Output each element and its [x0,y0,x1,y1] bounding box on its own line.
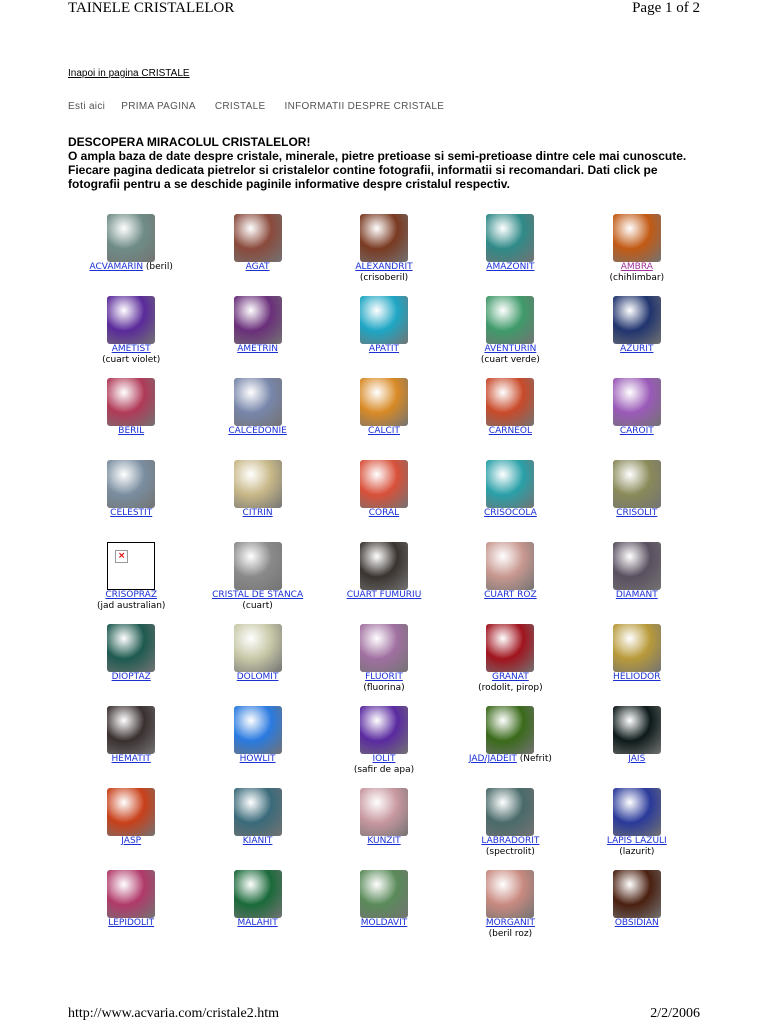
crystal-item [194,214,320,296]
crystal-link[interactable]: ALEXANDRIT [355,262,413,272]
crystal-item [194,296,320,378]
crystal-link[interactable]: GRANAT [492,672,529,682]
crystal-caption [237,918,277,929]
crystal-link[interactable]: DIOPTAZ [111,672,151,682]
crystal-caption [484,590,537,601]
crystal-caption [212,590,303,601]
crystal-item [321,870,447,952]
crystal-item [574,788,700,870]
crystal-caption [108,918,154,929]
crystal-link[interactable]: AVENTURIN [484,344,537,354]
crystal-photo[interactable] [234,460,282,508]
crystal-item [447,296,573,378]
crystal-item [321,624,447,706]
crystal-photo[interactable] [613,296,661,344]
back-link[interactable]: Inapoi in pagina CRISTALE [68,68,190,79]
crystal-caption [489,426,532,437]
crystal-link[interactable]: KIANIT [242,836,273,846]
crystal-caption [121,836,141,847]
crystal-grid [68,214,700,952]
crystal-item [321,460,447,542]
crystal-caption [237,344,278,355]
crystal-photo[interactable] [486,296,534,344]
crystal-caption [243,836,273,847]
crystal-item [68,542,194,624]
crystal-link[interactable]: MALAHIT [237,918,278,928]
crystal-caption [607,836,667,847]
crystal-photo[interactable] [486,460,534,508]
crystal-item [574,296,700,378]
crystal-item [194,870,320,952]
crystal-note: (fluorina) [363,683,405,693]
breadcrumb [68,101,460,112]
crystal-photo[interactable] [107,870,155,918]
crystal-caption [361,918,408,929]
crystal-photo[interactable] [360,870,408,918]
crystal-link[interactable]: KUNZIT [367,836,401,846]
crystal-item [321,214,447,296]
crystal-photo[interactable] [234,788,282,836]
crystal-link[interactable]: CAROIT [619,426,654,436]
crystal-caption [616,590,658,601]
crystal-caption [365,672,403,683]
crystal-caption [486,918,535,929]
crystal-link[interactable]: CRISOLIT [616,508,658,518]
crystal-link[interactable]: CALCEDONIE [228,426,287,436]
crystal-photo[interactable] [486,542,534,590]
crystal-note: (cuart) [242,601,273,611]
crystal-caption [240,754,276,765]
document-title: TAINELE CRISTALELOR [68,0,235,16]
crystal-photo[interactable] [234,624,282,672]
crystal-item [321,542,447,624]
crystal-caption [615,918,659,929]
crystal-item [447,542,573,624]
crystal-link[interactable]: AZURIT [620,344,654,354]
crystal-item [447,870,573,952]
crystal-note: (jad australian) [96,601,166,611]
crystal-link[interactable]: AGAT [245,262,270,272]
crystal-caption [492,672,529,683]
crystal-item [194,624,320,706]
crystal-photo[interactable] [234,706,282,754]
crystal-link[interactable]: JAIS [628,754,646,764]
crystal-photo[interactable] [613,214,661,262]
crystal-caption [228,426,287,437]
crystal-caption [368,426,400,437]
crystal-photo[interactable] [613,788,661,836]
crystal-photo[interactable] [613,378,661,426]
crystal-photo[interactable] [107,460,155,508]
crystal-item [321,296,447,378]
crystal-caption [373,754,396,765]
broken-image-x-icon: × [115,550,128,563]
crystal-link[interactable]: JASP [121,836,142,846]
crystal-item [194,460,320,542]
crystal-link[interactable]: BERIL [118,426,145,436]
crystal-photo[interactable] [486,624,534,672]
crystal-item [447,214,573,296]
crystal-link[interactable]: CITRIN [242,508,273,518]
crystal-photo[interactable] [360,542,408,590]
crystal-item [68,460,194,542]
crystal-photo[interactable] [107,378,155,426]
crystal-item [574,542,700,624]
crystal-photo[interactable] [234,870,282,918]
crystal-photo[interactable] [613,870,661,918]
crystal-note: (cuart verde) [480,355,540,365]
crystal-photo[interactable] [107,624,155,672]
crystal-link[interactable]: CELESTIT [110,508,153,518]
crystal-caption [621,262,653,273]
crystal-photo[interactable] [107,296,155,344]
crystal-link[interactable]: OBSIDIAN [614,918,659,928]
crystal-inline-note: (beril) [143,262,173,272]
crystal-photo[interactable] [360,378,408,426]
crystal-caption [369,508,399,519]
crystal-link[interactable]: CALCIT [368,426,400,436]
crystal-item [447,624,573,706]
crystal-item [194,378,320,460]
crystal-link[interactable]: LABRADORIT [481,836,540,846]
crystal-link[interactable]: HELIODOR [613,672,661,682]
crystal-caption [118,426,144,437]
crystal-photo[interactable] [613,542,661,590]
crystal-link[interactable]: MORGANIT [485,918,535,928]
crystal-link[interactable]: CARNEOL [488,426,532,436]
crystal-item [68,788,194,870]
crystal-caption [355,262,412,273]
crystal-photo[interactable] [234,214,282,262]
intro-body: O ampla baza de date despre cristale, minerale, pietre pretioase si semi-pretioase dintre cele mai cunoscute. Fiecare pagina dedicata pietrelor si cristalelor contine fotografii, informatii si recomandari. Dati click pe fotografii pentru a se deschide paginile informative despre cristalul respectiv. [68,149,687,191]
crystal-caption [110,508,152,519]
crystal-note: (rodolit, pirop) [478,683,543,693]
crystal-item [321,378,447,460]
crystal-item [447,460,573,542]
crystal-photo[interactable] [486,788,534,836]
crystal-caption [620,426,654,437]
crystal-caption [481,836,539,847]
crystal-photo[interactable] [486,214,534,262]
crystal-note: (crisoberil) [359,273,409,283]
crystal-item [321,706,447,788]
crystal-caption [469,754,552,765]
crystal-link[interactable]: AMAZONIT [486,262,535,272]
breadcrumb-home[interactable]: PRIMA PAGINA [121,101,196,112]
crystal-caption [89,262,172,273]
crystal-item [574,706,700,788]
crystal-caption [112,672,151,683]
crystal-caption [484,344,536,355]
crystal-caption [243,508,273,519]
crystal-photo[interactable] [486,378,534,426]
crystal-caption [237,672,279,683]
crystal-link[interactable]: LEPIDOLIT [108,918,155,928]
intro-text [68,135,708,191]
crystal-photo[interactable] [360,214,408,262]
crystal-caption [486,262,534,273]
crystal-link[interactable]: DIAMANT [615,590,658,600]
crystal-item [447,788,573,870]
crystal-photo[interactable] [613,624,661,672]
crystal-photo[interactable] [107,214,155,262]
crystal-caption [112,344,151,355]
crystal-photo[interactable] [107,788,155,836]
crystal-note: (spectrolit) [485,847,535,857]
crystal-photo[interactable] [486,706,534,754]
crystal-item [68,706,194,788]
crystal-item [68,378,194,460]
crystal-link[interactable]: AMETRIN [237,344,278,354]
breadcrumb-label: Esti aici [68,101,106,112]
crystal-item [574,378,700,460]
crystal-photo[interactable] [486,870,534,918]
crystal-note: (lazurit) [619,847,655,857]
crystal-link[interactable]: CRISTAL DE STANCA [212,590,304,600]
crystal-caption [628,754,645,765]
crystal-photo[interactable] [360,706,408,754]
crystal-caption [620,344,653,355]
crystal-photo[interactable] [234,296,282,344]
crystal-item [321,788,447,870]
crystal-item [447,378,573,460]
crystal-photo[interactable] [613,460,661,508]
crystal-item [68,214,194,296]
crystal-item [68,296,194,378]
crystal-link[interactable]: AMBRA [620,262,653,272]
crystal-link[interactable]: ACVAMARIN [89,262,144,272]
crystal-link[interactable]: CRISOPRAZ [105,590,158,600]
crystal-link[interactable]: LAPIS LAZULI [606,836,667,846]
crystal-photo[interactable] [613,706,661,754]
crystal-photo[interactable] [360,624,408,672]
crystal-caption [246,262,270,273]
crystal-item [447,706,573,788]
crystal-link[interactable]: APATIT [368,344,400,354]
crystal-caption [616,508,657,519]
crystal-link[interactable]: DOLOMIT [236,672,279,682]
crystal-photo[interactable] [234,378,282,426]
crystal-caption [347,590,422,601]
crystal-item [574,624,700,706]
crystal-caption [369,344,399,355]
crystal-link[interactable]: CUART FUMURIU [346,590,422,600]
crystal-caption [112,754,151,765]
crystal-item [194,788,320,870]
crystal-photo[interactable] [360,296,408,344]
crystal-item [574,870,700,952]
crystal-note: (chihlimbar) [609,273,665,283]
crystal-link[interactable]: HEMATIT [111,754,151,764]
crystal-photo[interactable] [360,460,408,508]
page-number: Page 1 of 2 [632,0,700,16]
crystal-link[interactable]: MOLDAVIT [360,918,408,928]
breadcrumb-cristale[interactable]: CRISTALE [214,101,266,112]
crystal-link[interactable]: JAD/JADEIT [468,754,517,764]
crystal-link[interactable]: FLUORIT [365,672,403,682]
intro-heading: DESCOPERA MIRACOLUL CRISTALELOR! [68,135,311,149]
crystal-note: (cuart violet) [102,355,161,365]
crystal-link[interactable]: CORAL [368,508,400,518]
crystal-caption [105,590,157,601]
footer-url: http://www.acvaria.com/cristale2.htm [68,1006,279,1021]
crystal-photo[interactable] [360,788,408,836]
crystal-item [194,542,320,624]
crystal-inline-note: (Nefrit) [516,754,552,764]
crystal-caption [484,508,537,519]
crystal-item [68,624,194,706]
crystal-item [574,460,700,542]
crystal-link[interactable]: CUART ROZ [484,590,537,600]
crystal-link[interactable]: CRISOCOLA [484,508,537,518]
footer-date: 2/2/2006 [650,1006,700,1021]
crystal-link[interactable]: IOLIT [372,754,396,764]
crystal-item [68,870,194,952]
crystal-caption [367,836,400,847]
crystal-link[interactable]: HOWLIT [239,754,276,764]
crystal-note: (beril roz) [488,929,533,939]
crystal-caption [613,672,660,683]
breadcrumb-informatii[interactable]: INFORMATII DESPRE CRISTALE [284,101,445,112]
crystal-link[interactable]: AMETIST [111,344,151,354]
crystal-note: (safir de apa) [353,765,415,775]
broken-image-icon[interactable] [107,542,155,590]
crystal-photo[interactable] [107,706,155,754]
crystal-photo[interactable] [234,542,282,590]
crystal-item [574,214,700,296]
crystal-item [194,706,320,788]
